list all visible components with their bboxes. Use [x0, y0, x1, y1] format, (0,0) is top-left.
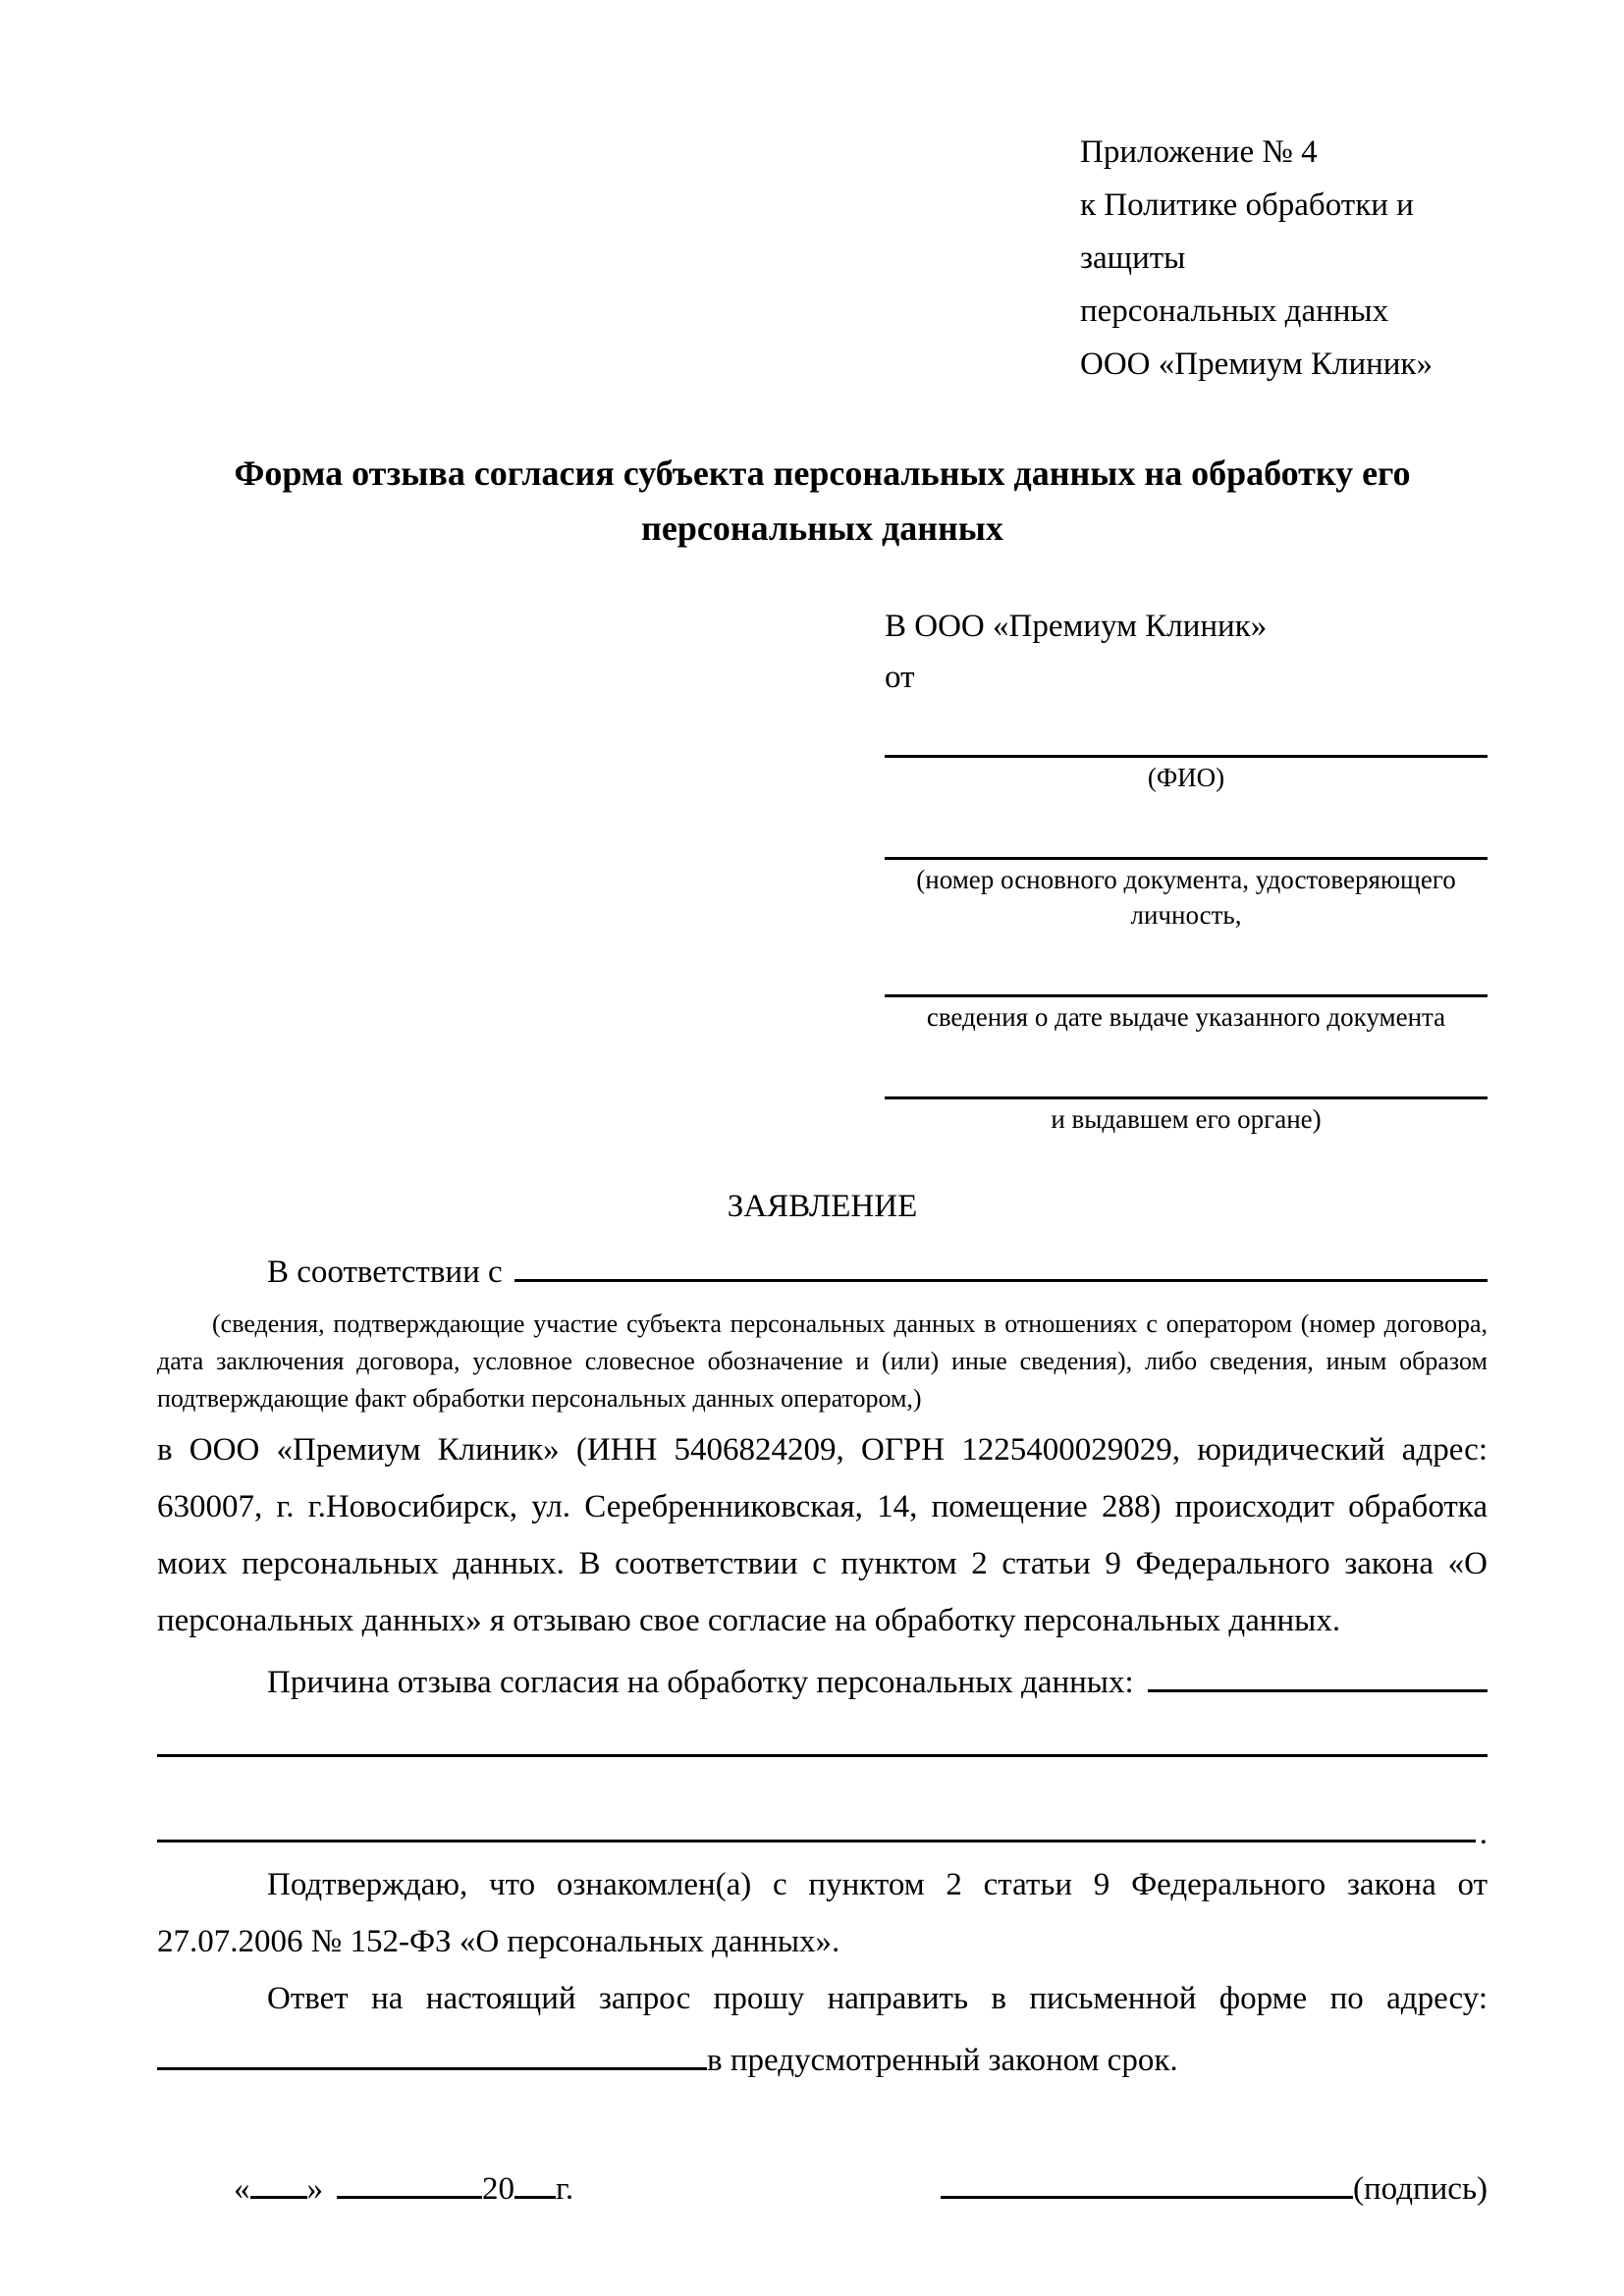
date-field: [157, 2163, 573, 2215]
statement-heading: ЗАЯВЛЕНИЕ: [727, 1189, 918, 1224]
day-blank-line: [250, 2165, 307, 2199]
appendix-note-line: к Политике обработки и защиты: [1080, 187, 1414, 276]
fio-caption: (ФИО): [1147, 763, 1225, 792]
address-blank-line: [157, 2027, 707, 2070]
appendix-note-line: ООО «Премиум Клиник»: [1080, 347, 1433, 382]
reason-blank-line: [1148, 1649, 1488, 1692]
reason-blank-line-3-row: [157, 1816, 1488, 1852]
spacer: [885, 795, 1488, 830]
issue-date-caption: сведения о дате выдаче указанного документа: [926, 1002, 1446, 1032]
intro-row: [157, 1243, 1488, 1298]
body-paragraph: в ООО «Премиум Клиник» (ИНН 5406824209, ОГРН 1225400029029, юридический адрес: 630007, г. г.Новосибирск, ул. Серебренниковская, 14, помещение 288) происходит обработка моих персональных данных. В соответствии с пунктом 2 статьи 9 Федерального закона «О персональных данных» я отзываю свое согласие на обработку персональных данных.: [157, 1432, 1488, 1638]
appendix-note-line: Приложение № 4: [1080, 134, 1318, 170]
signature-blank-line: [941, 2165, 1353, 2199]
month-blank-line: [337, 2165, 482, 2199]
issuing-authority-blank-line: [885, 1070, 1488, 1099]
reply-tail: в предусмотренный законом срок.: [707, 2043, 1178, 2078]
basis-footnote: (сведения, подтверждающие участие субъекта персональных данных в отношениях с оператором (номер договора, дата заключения договора, условное словесное обозначение и (или) иные сведения), либо сведения, иным образом подтверждающие факт обработки персональных данных оператором,): [157, 1309, 1488, 1413]
spacer: [885, 703, 1488, 728]
spacer: [885, 933, 1488, 968]
address-row: [157, 2027, 1488, 2089]
confirmation-paragraph: Подтверждаю, что ознакомлен(а) с пунктом 2 статьи 9 Федерального закона от 27.07.2006 № 152-ФЗ «О персональных данных».: [157, 1867, 1488, 1959]
issue-date-blank-line: [885, 968, 1488, 997]
page-title: Форма отзыва согласия субъекта персональных данных на обработку его персональных данных: [234, 454, 1411, 548]
signature-field: [941, 2163, 1488, 2215]
document-number-caption: (номер основного документа, удостоверяющего личность,: [916, 865, 1456, 930]
open-quote: «: [234, 2171, 250, 2207]
recipient-block: [885, 601, 1488, 1137]
document-number-blank-line: [885, 830, 1488, 860]
reason-label: Причина отзыва согласия на обработку персональных данных:: [267, 1665, 1134, 1700]
issuing-authority-caption: и выдавшем его органе): [1051, 1104, 1322, 1134]
reason-blank-line-3: [157, 1840, 1476, 1842]
recipient-to: В ООО «Премиум Клиник»: [885, 609, 1268, 644]
signature-caption: (подпись): [1353, 2171, 1488, 2207]
footer-row: [157, 2163, 1488, 2215]
year-suffix: г.: [556, 2171, 574, 2207]
reason-row: [157, 1649, 1488, 1711]
basis-blank-line: [514, 1243, 1488, 1282]
fio-blank-line: [885, 728, 1488, 758]
spacer: [885, 1035, 1488, 1070]
year-blank-line: [514, 2165, 556, 2199]
reply-request-paragraph: Ответ на настоящий запрос прошу направить в письменной форме по адресу:: [267, 1981, 1488, 2016]
sentence-period: .: [1479, 1816, 1488, 1851]
intro-prefix: В соответствии с: [267, 1255, 503, 1290]
year-prefix: 20: [482, 2171, 514, 2207]
appendix-note: [1080, 126, 1492, 391]
recipient-from-label: от: [885, 660, 915, 695]
reason-blank-line-2: [157, 1754, 1488, 1757]
appendix-note-line: персональных данных: [1080, 294, 1389, 329]
close-quote: »: [306, 2171, 323, 2207]
